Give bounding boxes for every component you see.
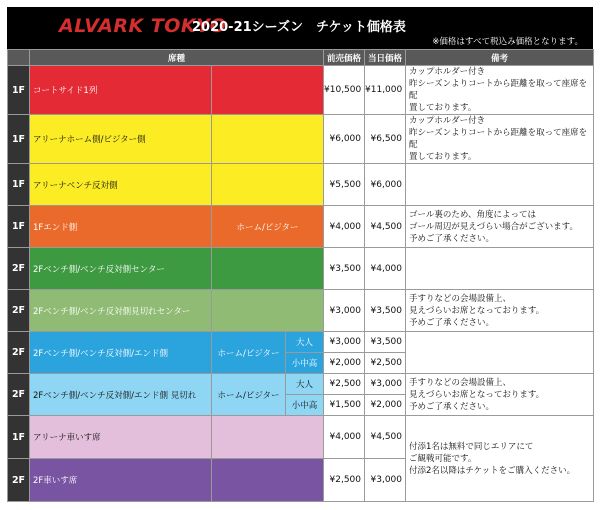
remark-line: 手すりなどの会場設備上、 [409,377,512,388]
advance-price: ¥3,500 [324,248,365,290]
remark-line: ゴール周辺が見えづらい場合がございます。 [409,221,578,232]
zone-cell: ホーム/ビジター [212,374,286,416]
advance-price: ¥5,500 [324,164,365,206]
remarks-cell [406,115,594,164]
table-row [8,164,594,206]
seat-name: コートサイド1列 [30,66,212,115]
zone-cell [212,248,324,290]
floor-cell: 2F [8,374,30,416]
remarks-cell [406,164,594,206]
sameday-price: ¥4,500 [365,416,406,459]
zone-cell [212,416,324,459]
sameday-price: ¥3,500 [365,290,406,332]
table-row [8,290,594,332]
sameday-price: ¥4,000 [365,248,406,290]
table-row [8,66,594,115]
advance-price: ¥2,000 [324,353,365,374]
advance-price: ¥1,500 [324,395,365,416]
advance-price: ¥2,500 [324,459,365,502]
header-sameday: 当日価格 [365,50,406,66]
seat-name: 2Fベンチ側/ベンチ反対側/エンド側 見切れ [30,374,212,416]
zone-cell [212,459,324,502]
page-title: 2020-21シーズン チケット価格表 [192,20,406,35]
sameday-price: ¥2,500 [365,353,406,374]
remark-line: 置しております。 [409,152,477,162]
sameday-price: ¥11,000 [365,66,406,115]
remark-line: 予めご了承ください。 [409,233,495,244]
remarks-cell [406,332,594,374]
sameday-price: ¥6,500 [365,115,406,164]
remark-line: ご観戦可能です。 [409,453,477,464]
ticket-type: 大人 [286,332,324,353]
remark-line: 昨シーズンよりコートから距離を取って座席を配 [409,79,588,101]
remark-line: 手すりなどの会場設備上、 [409,293,512,304]
ticket-type: 小中高 [286,395,324,416]
remarks-cell [406,248,594,290]
header-floor [8,50,30,66]
zone-cell [212,290,324,332]
zone-cell [212,115,324,164]
seat-name: 2Fベンチ側/ベンチ反対側見切れセンター [30,290,212,332]
advance-price: ¥2,500 [324,374,365,395]
zone-cell [212,164,324,206]
remarks-cell [406,290,594,332]
floor-cell: 1F [8,206,30,248]
sameday-price: ¥3,500 [365,332,406,353]
remark-line: 見えづらいお席となっております。 [409,389,545,400]
seat-name: 2Fベンチ側/ベンチ反対側/エンド側 [30,332,212,374]
advance-price: ¥3,000 [324,332,365,353]
sameday-price: ¥3,000 [365,459,406,502]
sameday-price: ¥2,000 [365,395,406,416]
table-header-row [8,50,594,66]
header-remarks: 備考 [406,50,594,66]
floor-cell: 2F [8,332,30,374]
ticket-type: 大人 [286,374,324,395]
remarks-cell [406,66,594,115]
remark-line: 見えづらいお席となっております。 [409,305,545,316]
remark-line: 付添2名以降はチケットをご購入ください。 [409,465,576,476]
table-row [8,206,594,248]
floor-cell: 1F [8,164,30,206]
remark-line: 付添1名は無料で同じエリアにて [409,441,534,452]
zone-cell: ホーム/ビジター [212,206,324,248]
table-row [8,374,594,395]
remark-line: カップホルダー付き [409,116,486,126]
seat-name: 1Fエンド側 [30,206,212,248]
seat-name: アリーナホーム側/ビジター側 [30,115,212,164]
header-seat: 席種 [30,50,324,66]
tax-note: ※価格はすべて税込み価格となります。 [432,37,583,47]
sameday-price: ¥4,500 [365,206,406,248]
advance-price: ¥4,000 [324,416,365,459]
table-row [8,332,594,353]
remark-line: 予めご了承ください。 [409,317,495,328]
zone-cell: ホーム/ビジター [212,332,286,374]
remark-line: ゴール裏のため、角度によっては [409,209,537,220]
header-bar [7,7,593,49]
advance-price: ¥10,500 [324,66,365,115]
team-logo: ALVARK TOKYO [59,15,227,37]
price-table-container [7,7,593,502]
zone-cell [212,66,324,115]
floor-cell: 2F [8,459,30,502]
seat-name: アリーナベンチ反対側 [30,164,212,206]
ticket-type: 小中高 [286,353,324,374]
floor-cell: 2F [8,290,30,332]
remarks-cell [406,206,594,248]
wheelchair-remarks [406,416,594,502]
floor-cell: 1F [8,416,30,459]
remark-line: 置しております。 [409,103,477,113]
advance-price: ¥4,000 [324,206,365,248]
sameday-price: ¥3,000 [365,374,406,395]
floor-cell: 1F [8,66,30,115]
advance-price: ¥3,000 [324,290,365,332]
table-row [8,248,594,290]
advance-price: ¥6,000 [324,115,365,164]
floor-cell: 2F [8,248,30,290]
ticket-price-table [7,49,594,502]
sameday-price: ¥6,000 [365,164,406,206]
floor-cell: 1F [8,115,30,164]
remark-line: 昨シーズンよりコートから距離を取って座席を配 [409,128,588,150]
remarks-cell [406,374,594,416]
header-advance: 前売価格 [324,50,365,66]
seat-name: アリーナ車いす席 [30,416,212,459]
remark-line: 予めご了承ください。 [409,401,495,412]
seat-name: 2F車いす席 [30,459,212,502]
remark-line: カップホルダー付き [409,67,486,77]
seat-name: 2Fベンチ側/ベンチ反対側センター [30,248,212,290]
table-row [8,416,594,459]
table-row [8,115,594,164]
